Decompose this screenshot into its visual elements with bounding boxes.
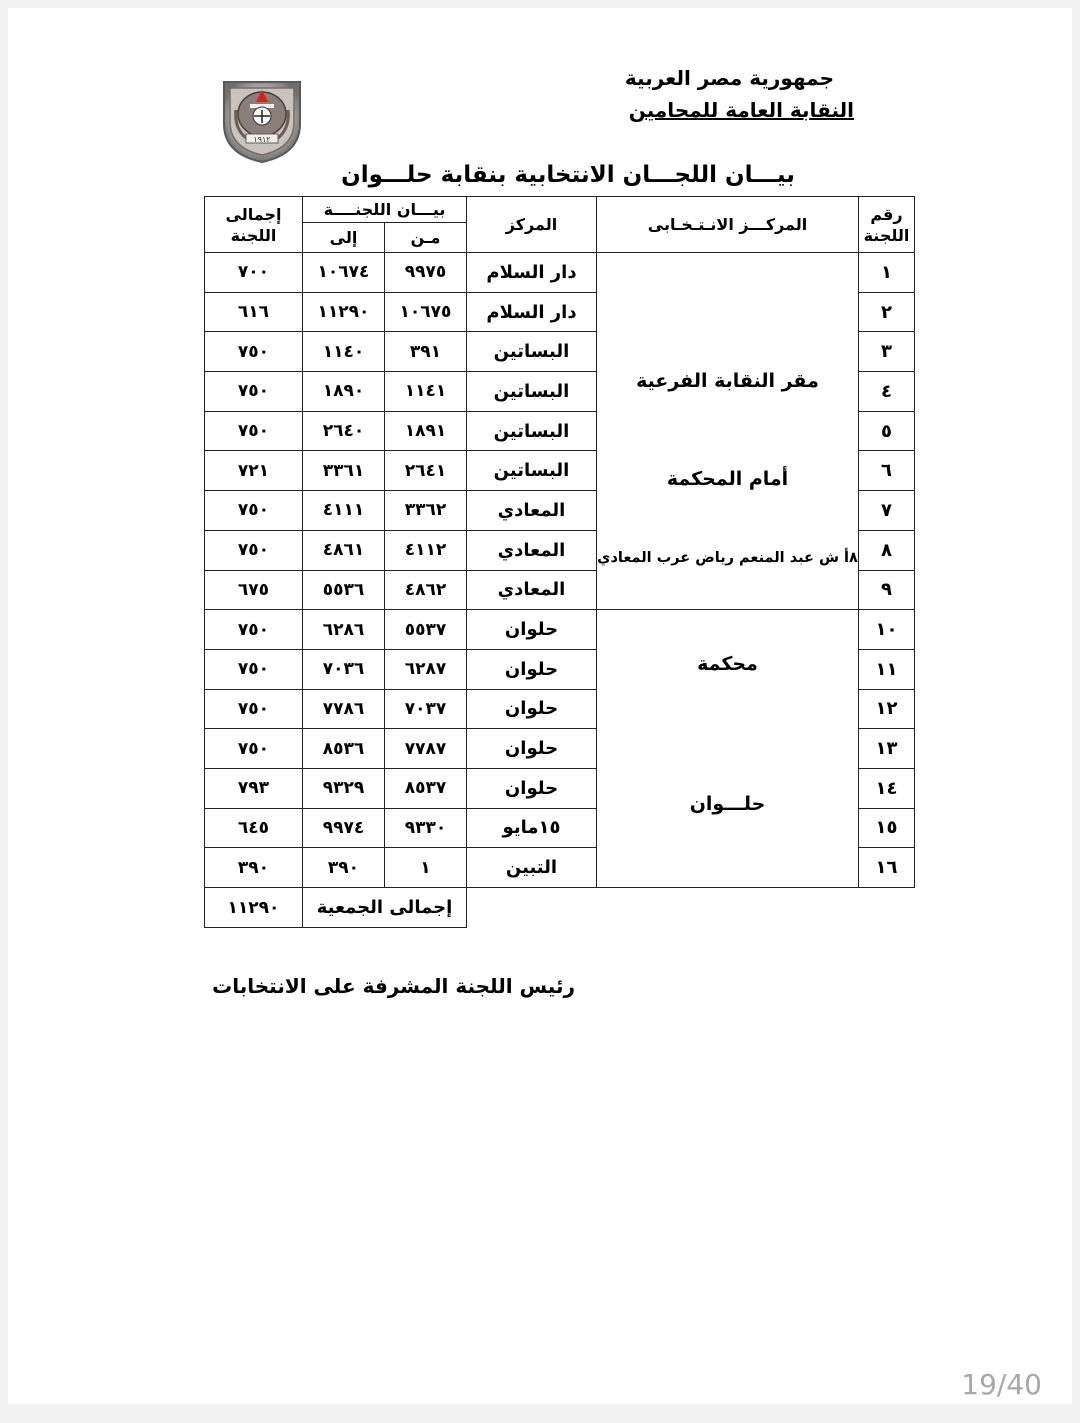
range-to-cell: ٩٩٧٤ xyxy=(303,808,385,848)
markaz-cell: المعادي xyxy=(467,570,597,610)
range-from-cell: ٩٩٧٥ xyxy=(385,253,467,293)
range-to-cell: ١١٤٠ xyxy=(303,332,385,372)
electoral-center-group-1 xyxy=(597,253,859,610)
committee-number: ١٢ xyxy=(859,689,915,729)
committee-number: ١٠ xyxy=(859,610,915,650)
committee-total-cell: ٧٥٠ xyxy=(205,729,303,769)
markaz-cell: البساتين xyxy=(467,451,597,491)
center-line-2: أمام المحكمة xyxy=(666,468,789,491)
range-to-cell: ١٨٩٠ xyxy=(303,372,385,412)
committee-total-cell: ٧٥٠ xyxy=(205,610,303,650)
markaz-cell: حلوان xyxy=(467,649,597,689)
committee-number: ١٥ xyxy=(859,808,915,848)
committee-total-cell: ٧٥٠ xyxy=(205,332,303,372)
general-assembly-total-value: ١١٢٩٠ xyxy=(205,888,303,928)
range-to-cell: ٦٢٨٦ xyxy=(303,610,385,650)
committee-number: ٩ xyxy=(859,570,915,610)
committee-total-cell: ٧٩٣ xyxy=(205,768,303,808)
committee-number: ٧ xyxy=(859,491,915,531)
header-markaz: المركز xyxy=(467,197,597,253)
markaz-cell: حلوان xyxy=(467,689,597,729)
table-footer-row xyxy=(205,888,915,928)
table-row xyxy=(205,610,915,650)
committee-total-cell: ٧٠٠ xyxy=(205,253,303,293)
committees-table xyxy=(204,196,915,928)
range-from-cell: ٥٥٣٧ xyxy=(385,610,467,650)
header-committee-total: إجمالى اللجنة xyxy=(205,197,303,253)
range-from-cell: ٣٣٦٢ xyxy=(385,491,467,531)
committee-total-cell: ٦١٦ xyxy=(205,292,303,332)
committee-total-cell: ٧٥٠ xyxy=(205,530,303,570)
page-title: بيـــان اللجـــان الانتخابية بنقابة حلـــوان xyxy=(341,162,795,188)
range-to-cell: ١٠٦٧٤ xyxy=(303,253,385,293)
range-from-cell: ١٨٩١ xyxy=(385,411,467,451)
general-assembly-total-label: إجمالى الجمعية xyxy=(303,888,467,928)
supervisor-signature-label: رئيس اللجنة المشرفة على الانتخابات xyxy=(212,974,575,998)
markaz-cell: حلوان xyxy=(467,610,597,650)
center-line-3: ٨أ ش عبد المنعم رياض عرب المعادي xyxy=(597,550,858,567)
header-committee-number: رقم اللجنة xyxy=(859,197,915,253)
electoral-center-group-2 xyxy=(597,610,859,888)
markaz-cell: البساتين xyxy=(467,332,597,372)
page-counter: 19/40 xyxy=(961,1368,1042,1401)
range-to-cell: ٣٣٦١ xyxy=(303,451,385,491)
committee-number: ٥ xyxy=(859,411,915,451)
committee-total-cell: ٣٩٠ xyxy=(205,848,303,888)
markaz-cell: حلوان xyxy=(467,729,597,769)
range-from-cell: ٤١١٢ xyxy=(385,530,467,570)
header-syndicate: النقابة العامة للمحامين xyxy=(628,98,854,122)
range-to-cell: ٥٥٣٦ xyxy=(303,570,385,610)
committee-number: ١ xyxy=(859,253,915,293)
range-from-cell: ٩٣٣٠ xyxy=(385,808,467,848)
committee-number: ١٤ xyxy=(859,768,915,808)
committee-number: ٤ xyxy=(859,372,915,412)
range-from-cell: ١١٤١ xyxy=(385,372,467,412)
range-to-cell: ٧٧٨٦ xyxy=(303,689,385,729)
header-committee-range: بيـــان اللجنــــة xyxy=(303,197,467,223)
empty-cell xyxy=(597,888,859,928)
range-to-cell: ٤٨٦١ xyxy=(303,530,385,570)
header-to: إلى xyxy=(303,223,385,253)
committee-total-cell: ٧٢١ xyxy=(205,451,303,491)
markaz-cell: دار السلام xyxy=(467,253,597,293)
range-to-cell: ٣٩٠ xyxy=(303,848,385,888)
seal-year-text: ١٩١٢ xyxy=(253,135,271,144)
table-row xyxy=(205,253,915,293)
markaz-cell: البساتين xyxy=(467,372,597,412)
committee-number: ١٣ xyxy=(859,729,915,769)
range-to-cell: ٨٥٣٦ xyxy=(303,729,385,769)
range-to-cell: ٩٣٢٩ xyxy=(303,768,385,808)
committee-number: ٨ xyxy=(859,530,915,570)
range-to-cell: ٧٠٣٦ xyxy=(303,649,385,689)
committee-total-cell: ٦٧٥ xyxy=(205,570,303,610)
center-line-1: مقر النقابة الفرعية xyxy=(636,370,819,393)
markaz-cell: دار السلام xyxy=(467,292,597,332)
markaz-cell: البساتين xyxy=(467,411,597,451)
committee-total-cell: ٧٥٠ xyxy=(205,689,303,729)
range-to-cell: ١١٢٩٠ xyxy=(303,292,385,332)
committee-total-cell: ٧٥٠ xyxy=(205,649,303,689)
empty-cell xyxy=(859,888,915,928)
committee-total-cell: ٧٥٠ xyxy=(205,411,303,451)
committee-number: ٣ xyxy=(859,332,915,372)
range-from-cell: ١٠٦٧٥ xyxy=(385,292,467,332)
range-from-cell: ٣٩١ xyxy=(385,332,467,372)
bar-association-seal-icon xyxy=(216,76,308,164)
range-from-cell: ١ xyxy=(385,848,467,888)
range-from-cell: ٤٨٦٢ xyxy=(385,570,467,610)
committee-number: ١٦ xyxy=(859,848,915,888)
header-from: مـن xyxy=(385,223,467,253)
committee-number: ١١ xyxy=(859,649,915,689)
range-from-cell: ٦٢٨٧ xyxy=(385,649,467,689)
range-from-cell: ٧٠٣٧ xyxy=(385,689,467,729)
markaz-cell: المعادي xyxy=(467,491,597,531)
center-line-2: حلـــوان xyxy=(689,793,766,816)
range-from-cell: ٢٦٤١ xyxy=(385,451,467,491)
markaz-cell: التبين xyxy=(467,848,597,888)
document-page xyxy=(8,8,1072,1404)
header-country: جمهورية مصر العربية xyxy=(624,66,834,90)
empty-cell xyxy=(467,888,597,928)
committee-total-cell: ٧٥٠ xyxy=(205,491,303,531)
range-from-cell: ٨٥٣٧ xyxy=(385,768,467,808)
center-line-1: محكمة xyxy=(697,653,758,676)
markaz-cell: حلوان xyxy=(467,768,597,808)
range-from-cell: ٧٧٨٧ xyxy=(385,729,467,769)
committee-total-cell: ٧٥٠ xyxy=(205,372,303,412)
committee-number: ٦ xyxy=(859,451,915,491)
header-electoral-center: المركـــز الانـتـخـابى xyxy=(597,197,859,253)
markaz-cell: المعادي xyxy=(467,530,597,570)
committee-number: ٢ xyxy=(859,292,915,332)
range-to-cell: ٢٦٤٠ xyxy=(303,411,385,451)
markaz-cell: ١٥مايو xyxy=(467,808,597,848)
range-to-cell: ٤١١١ xyxy=(303,491,385,531)
committee-total-cell: ٦٤٥ xyxy=(205,808,303,848)
